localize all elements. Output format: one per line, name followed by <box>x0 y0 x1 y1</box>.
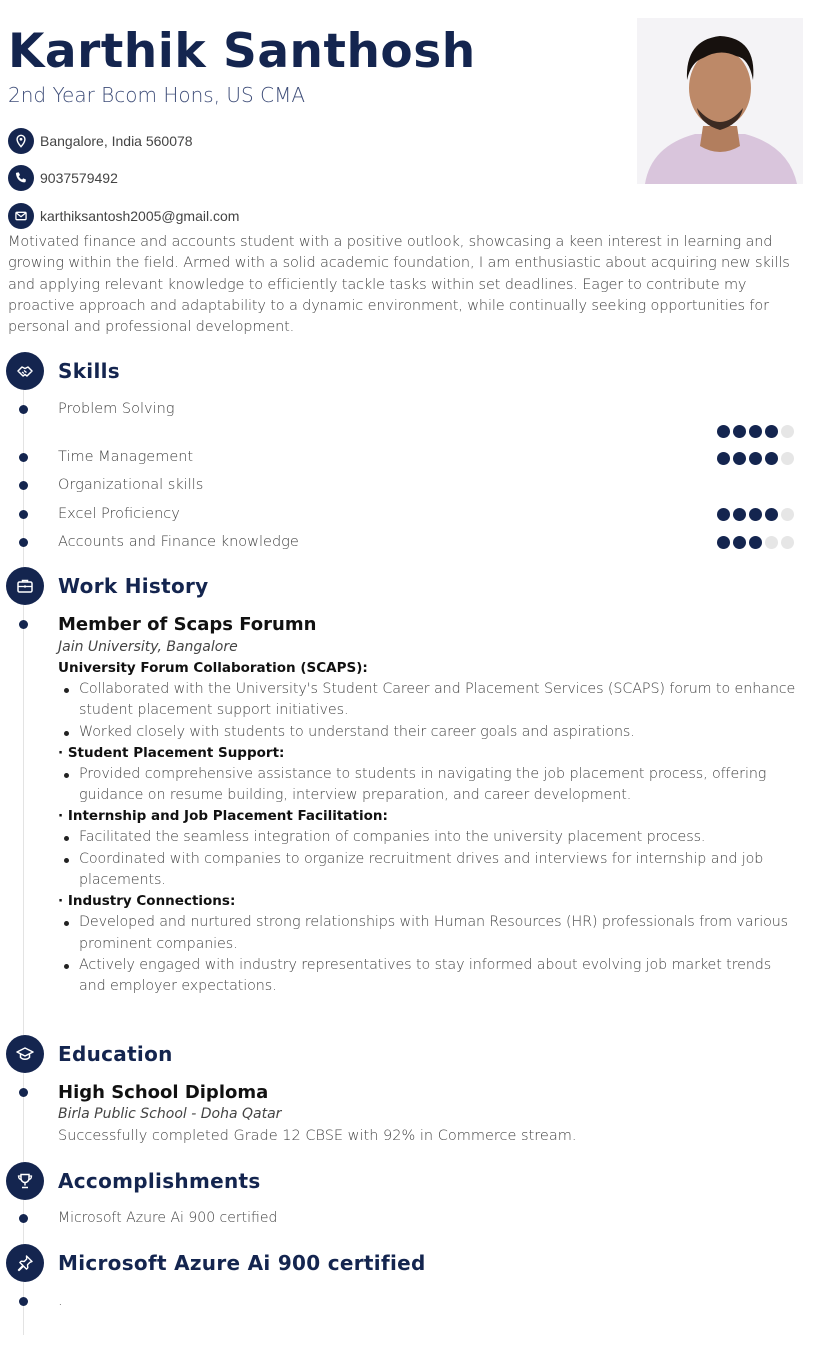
skill-rating-problem-solving <box>717 425 797 438</box>
work-bullet-list <box>58 912 798 997</box>
rating-dot-filled <box>765 452 778 465</box>
work-bullet <box>19 620 28 629</box>
rating-dot-empty <box>781 536 794 549</box>
handshake-icon <box>6 352 44 390</box>
accomplishments-section-header <box>6 1162 261 1200</box>
contact-location <box>8 128 193 154</box>
rating-dot-filled <box>733 425 746 438</box>
work-bullet-list <box>58 764 798 807</box>
location-text: Bangalore, India 560078 <box>40 133 193 149</box>
skill-bullet <box>19 510 28 519</box>
work-bullet-item: Worked closely with students to understand their career goals and aspirations. <box>58 722 798 743</box>
candidate-name: Karthik Santhosh <box>8 24 476 79</box>
work-group-heading: University Forum Collaboration (SCAPS): <box>58 660 368 676</box>
contact-email <box>8 203 239 229</box>
work-group-heading: · Internship and Job Placement Facilitation: <box>58 808 388 825</box>
accomplishments-title: Accomplishments <box>58 1169 261 1193</box>
rating-dot-filled <box>749 425 762 438</box>
rating-dot-filled <box>717 536 730 549</box>
email-icon <box>8 203 34 229</box>
skill-rating-accounts <box>717 536 797 549</box>
accomplishment-bullet <box>19 1214 28 1223</box>
skill-bullet <box>19 538 28 547</box>
work-bullet-list <box>58 827 798 891</box>
work-bullet-item: Facilitated the seamless integration of companies into the university placement process. <box>58 827 798 848</box>
work-bullet-item: Developed and nurtured strong relationships with Human Resources (HR) professionals from various prominent companies. <box>58 912 798 955</box>
rating-dot-filled <box>765 425 778 438</box>
accomplishment-item: Microsoft Azure Ai 900 certified <box>58 1210 278 1226</box>
skill-label: Excel Proficiency <box>58 506 180 522</box>
location-pin-icon <box>8 128 34 154</box>
certification-title: Microsoft Azure Ai 900 certified <box>58 1251 426 1275</box>
rating-dot-filled <box>749 508 762 521</box>
skill-bullet <box>19 405 28 414</box>
skills-section-header <box>6 352 120 390</box>
education-bullet <box>19 1088 28 1097</box>
work-role: Member of Scaps Forumn <box>58 614 317 635</box>
work-title: Work History <box>58 574 209 598</box>
certification-item: . <box>58 1293 63 1309</box>
rating-dot-filled <box>749 452 762 465</box>
phone-text: 9037579492 <box>40 170 118 186</box>
graduation-cap-icon <box>6 1035 44 1073</box>
skill-label: Time Management <box>58 449 194 465</box>
rating-dot-empty <box>781 425 794 438</box>
work-organization: Jain University, Bangalore <box>58 639 238 655</box>
professional-summary: Motivated finance and accounts student with a positive outlook, showcasing a keen interest in learning and growing within the field. Armed with a solid academic foundation, I am enthusiastic about acquiring new skills and applying relevant knowledge to efficiently tackle tasks within set deadlines. Eager to contribute my proactive approach and adaptability to a dynamic environment, while continually seeking opportunities for personal and professional development. <box>8 234 790 336</box>
contact-phone <box>8 165 118 191</box>
certification-bullet <box>19 1297 28 1306</box>
pushpin-icon <box>6 1244 44 1282</box>
work-bullet-item: Collaborated with the University's Student Career and Placement Services (SCAPS) forum to enhance student placement support initiatives. <box>58 679 798 722</box>
rating-dot-filled <box>717 425 730 438</box>
certification-section-header <box>6 1244 426 1282</box>
rating-dot-filled <box>717 508 730 521</box>
rating-dot-filled <box>717 452 730 465</box>
skill-label: Problem Solving <box>58 401 175 417</box>
education-degree: High School Diploma <box>58 1082 269 1103</box>
phone-icon <box>8 165 34 191</box>
rating-dot-filled <box>749 536 762 549</box>
skill-label: Accounts and Finance knowledge <box>58 534 299 550</box>
skill-bullet <box>19 453 28 462</box>
rating-dot-filled <box>733 536 746 549</box>
skill-bullet <box>19 481 28 490</box>
rating-dot-filled <box>765 508 778 521</box>
work-bullet-item: Provided comprehensive assistance to students in navigating the job placement process, offering guidance on resume building, interview preparation, and career development. <box>58 764 798 807</box>
rating-dot-empty <box>765 536 778 549</box>
work-bullet-item: Actively engaged with industry representatives to stay informed about evolving job market trends and employer expectations. <box>58 955 798 998</box>
work-group-heading: · Student Placement Support: <box>58 744 285 761</box>
education-detail: Successfully completed Grade 12 CBSE with 92% in Commerce stream. <box>58 1128 577 1144</box>
work-group-heading: · Industry Connections: <box>58 893 236 910</box>
rating-dot-empty <box>781 508 794 521</box>
work-details <box>58 658 798 998</box>
education-section-header <box>6 1035 173 1073</box>
skill-rating-time-management <box>717 452 797 465</box>
work-bullet-item: Coordinated with companies to organize recruitment drives and interviews for internship and job placements. <box>58 849 798 892</box>
profile-photo <box>637 18 803 184</box>
skills-title: Skills <box>58 359 120 383</box>
rating-dot-filled <box>733 508 746 521</box>
rating-dot-filled <box>733 452 746 465</box>
education-school: Birla Public School - Doha Qatar <box>58 1106 282 1122</box>
email-text: karthiksantosh2005@gmail.com <box>40 208 240 224</box>
education-title: Education <box>58 1042 173 1066</box>
work-section-header <box>6 567 209 605</box>
skill-label: Organizational skills <box>58 477 204 493</box>
skill-rating-excel <box>717 508 797 521</box>
briefcase-icon <box>6 567 44 605</box>
work-bullet-list <box>58 679 798 743</box>
candidate-headline: 2nd Year Bcom Hons, US CMA <box>8 83 306 107</box>
trophy-icon <box>6 1162 44 1200</box>
rating-dot-empty <box>781 452 794 465</box>
